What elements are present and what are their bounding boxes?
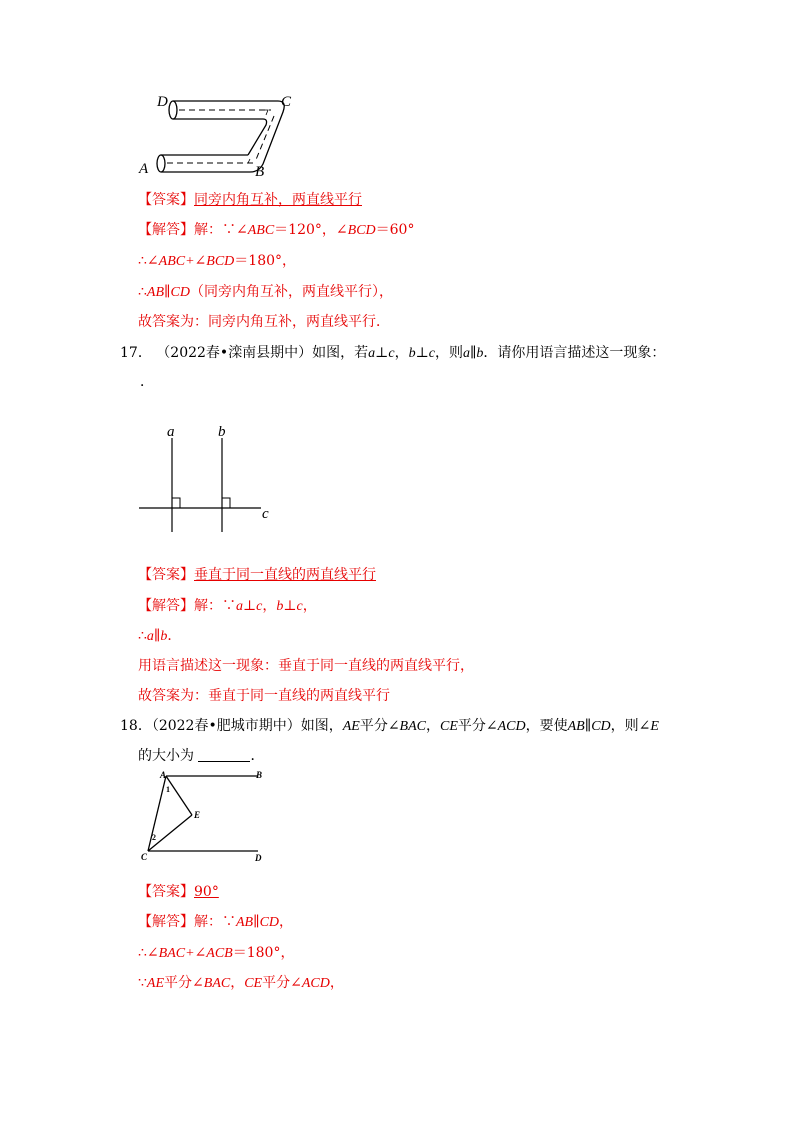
question-18 [120, 716, 659, 737]
math: ∠ACD [485, 719, 526, 734]
text: ， [279, 914, 294, 930]
text: ．请你用语言描述这一现象： [483, 345, 666, 361]
question-number: 18． [120, 718, 152, 734]
math: ∠ACD [290, 976, 330, 991]
math: a⊥c [236, 599, 263, 614]
text: （2022春•滦南县期中）如图，若 [156, 345, 369, 361]
solution-line-18-3 [138, 973, 344, 994]
text: ，则 [434, 345, 463, 361]
perpendicular-figure [135, 420, 280, 535]
text: ∴ [138, 253, 147, 269]
text: ∴ [138, 628, 147, 644]
text: （同旁内角互补，两直线平行）， [189, 284, 393, 300]
text: ，则 [610, 718, 639, 734]
text: 解：∵ [194, 598, 236, 614]
answer-line-17 [138, 565, 376, 585]
question-17 [120, 343, 665, 364]
math: a∥b [462, 346, 484, 361]
label-b: b [218, 424, 226, 440]
math: ∠BCD [335, 223, 376, 238]
label-d: D [255, 853, 262, 863]
text: ， [230, 975, 245, 991]
text: ． [167, 628, 182, 644]
question-18-line2 [138, 746, 264, 766]
answer-value: 90° [194, 884, 219, 900]
answer-blank [198, 747, 250, 762]
solution-tag: 【解答】 [138, 222, 194, 238]
math: AB∥CD [236, 915, 280, 930]
triangle-parallel-figure [138, 770, 268, 865]
solution-line-17-4: 故答案为：垂直于同一直线的两直线平行 [138, 688, 390, 704]
angle-2-label: 2 [152, 833, 156, 842]
label-c: C [141, 852, 148, 862]
math: CE [244, 976, 263, 991]
math: ∠BAC+∠ACB [146, 946, 233, 961]
angle-1-label: 1 [166, 785, 170, 794]
solution-line-16-3 [138, 282, 393, 303]
answer-tag: 【答案】 [138, 884, 194, 900]
solution-tag: 【解答】 [138, 914, 194, 930]
answer-line-18 [138, 882, 219, 902]
text: 平分 [164, 975, 193, 991]
text: ＝60° [375, 222, 415, 238]
text: ＝180°， [234, 253, 297, 269]
text: 平分 [262, 975, 291, 991]
solution-line-18-2 [138, 943, 294, 964]
solution-tag: 【解答】 [138, 598, 194, 614]
question-number: 17． [120, 345, 152, 361]
text: ∴ [138, 284, 147, 300]
math: AE [342, 719, 360, 734]
answer-value: 垂直于同一直线的两直线平行 [194, 567, 376, 583]
math: CE [440, 719, 458, 734]
text: ＝120°， [274, 222, 336, 238]
label-c: c [262, 506, 269, 522]
solution-line-16-2 [138, 251, 296, 272]
label-a: A [160, 770, 167, 780]
solution-line-17-1 [138, 596, 317, 617]
math: ∠BAC [192, 976, 231, 991]
label-d: D [157, 94, 168, 110]
label-c: C [281, 94, 292, 110]
solution-line-16-4: 故答案为：同旁内角互补，两直线平行． [138, 314, 390, 330]
text: ， [329, 975, 344, 991]
text: ∵ [138, 975, 147, 991]
label-e: E [194, 810, 201, 820]
solution-line-17-2 [138, 626, 181, 647]
answer-tag: 【答案】 [138, 567, 194, 583]
text: （2022春•肥城市期中）如图， [151, 718, 343, 734]
text: ， [426, 718, 440, 734]
label-a: a [167, 424, 175, 440]
text: 的大小为 [138, 748, 194, 764]
math: a⊥c [368, 346, 395, 361]
math: a∥b [146, 629, 168, 644]
text: 解：∵ [194, 914, 236, 930]
solution-line-16-1 [138, 220, 414, 241]
text: ， [394, 345, 409, 361]
text: ， [262, 598, 277, 614]
answer-tag: 【答案】 [138, 192, 194, 208]
text: 平分 [359, 718, 388, 734]
solution-line-17-3: 用语言描述这一现象：垂直于同一直线的两直线平行， [138, 658, 474, 674]
math: ∠E [638, 719, 659, 734]
answer-line-16 [138, 190, 362, 210]
math: ∠BAC [387, 719, 426, 734]
text: ，要使 [525, 718, 568, 734]
answer-value: 同旁内角互补，两直线平行 [194, 192, 362, 208]
label-b: B [255, 164, 265, 177]
text: ． [250, 748, 265, 764]
text: 解：∵ [194, 222, 236, 238]
math: AB∥CD [567, 719, 611, 734]
math: b⊥c [408, 346, 435, 361]
label-b: B [256, 770, 263, 780]
math: b⊥c [276, 599, 303, 614]
text: ∴ [138, 945, 147, 961]
text: 平分 [457, 718, 486, 734]
solution-line-18-1 [138, 912, 293, 933]
pipe-figure [135, 92, 305, 177]
question-17-tail: ． [140, 374, 154, 390]
math: AB∥CD [146, 285, 190, 300]
text: ， [302, 598, 317, 614]
label-a: A [139, 161, 149, 177]
text: ＝180°， [232, 945, 295, 961]
math: ∠ABC [236, 223, 275, 238]
math: ∠ABC+∠BCD [146, 254, 235, 269]
math: AE [146, 976, 165, 991]
